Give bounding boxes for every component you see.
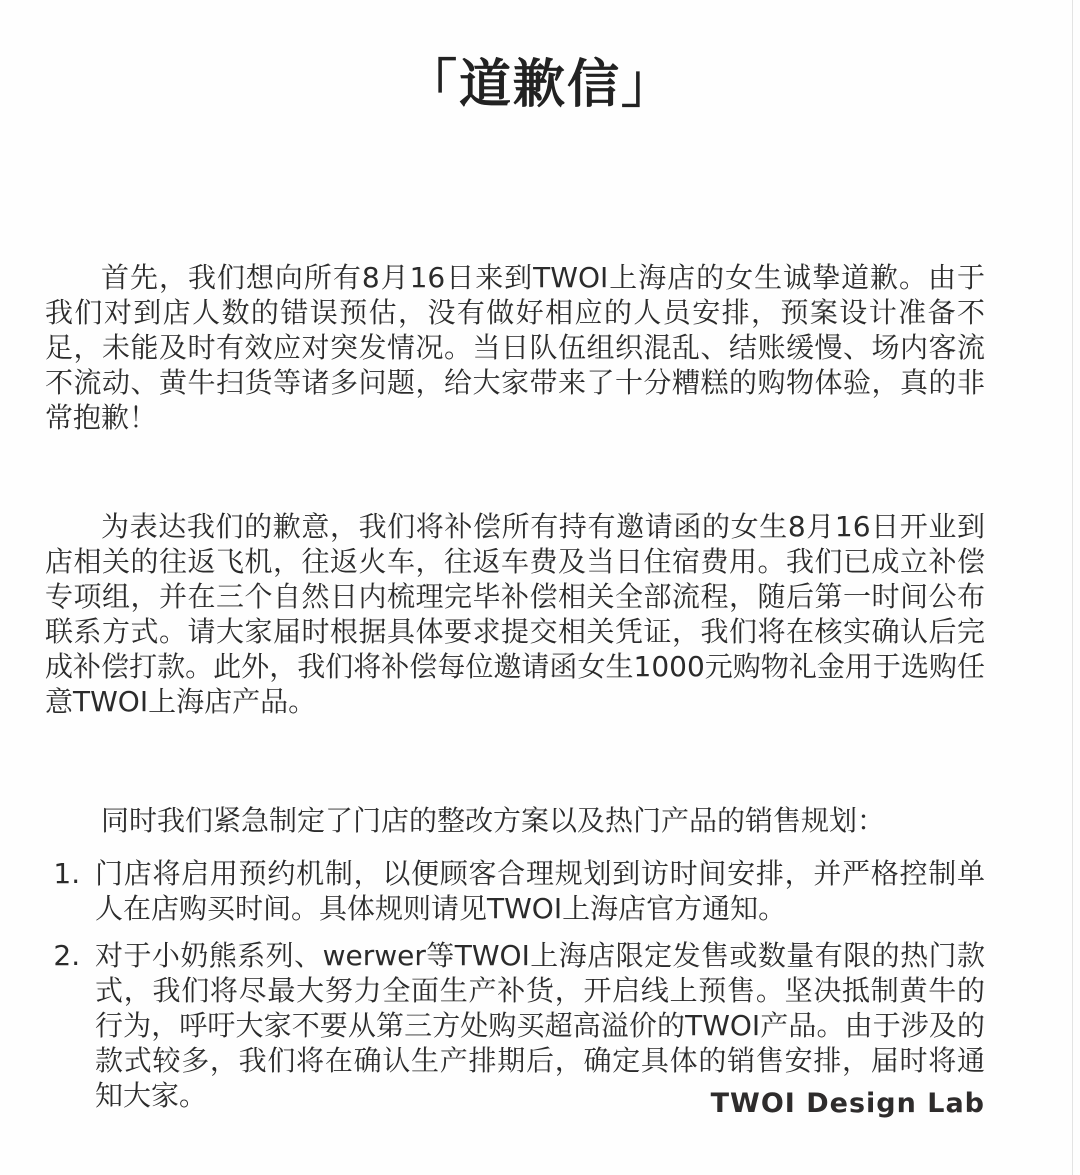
- plan-intro: 同时我们紧急制定了门店的整改方案以及热门产品的销售规划：: [101, 804, 886, 837]
- compensation-paragraph: 为表达我们的歉意，我们将补偿所有持有邀请函的女生8月16日开业到店相关的往返飞机，往返火车，往返车费及当日住宿费用。我们已成立补偿专项组，并在三个自然日内梳理完毕补偿相关全部流程，随后第一时间公布联系方式。请大家届时根据具体要求提交相关凭证，我们将在核实确认后完成补偿打款。此外，我们将补偿每位邀请函女生1000元购物礼金用于选购任意TWOI上海店产品。: [45, 510, 985, 718]
- page-right-edge-line: [1072, 0, 1073, 1175]
- plan-list-item: 1. 门店将启用预约机制，以便顾客合理规划到访时间安排，并严格控制单人在店购买时间。具体规则请见TWOI上海店官方通知。: [89, 856, 985, 926]
- footer-signature: TWOI Design Lab: [710, 1088, 985, 1119]
- plan-list-item: 2. 对于小奶熊系列、werwer等TWOI上海店限定发售或数量有限的热门款式，我们将尽最大努力全面生产补货，开启线上预售。坚决抵制黄牛的行为，呼吁大家不要从第三方处购买超高溢价的TWOI产品。由于涉及的款式较多，我们将在确认生产排期后，确定具体的销售安排，届时将通知大家。: [89, 938, 985, 1113]
- letter-title: 「道歉信」: [404, 55, 675, 115]
- apology-paragraph: 首先，我们想向所有8月16日来到TWOI上海店的女生诚挚道歉。由于我们对到店人数的错误预估，没有做好相应的人员安排，预案设计准备不足，未能及时有效应对突发情况。当日队伍组织混乱、结账缓慢、场内客流不流动、黄牛扫货等诸多问题，给大家带来了十分糟糕的购物体验，真的非常抱歉！: [45, 261, 985, 434]
- plan-list: [45, 856, 985, 1113]
- letter-body: [0, 260, 1080, 1113]
